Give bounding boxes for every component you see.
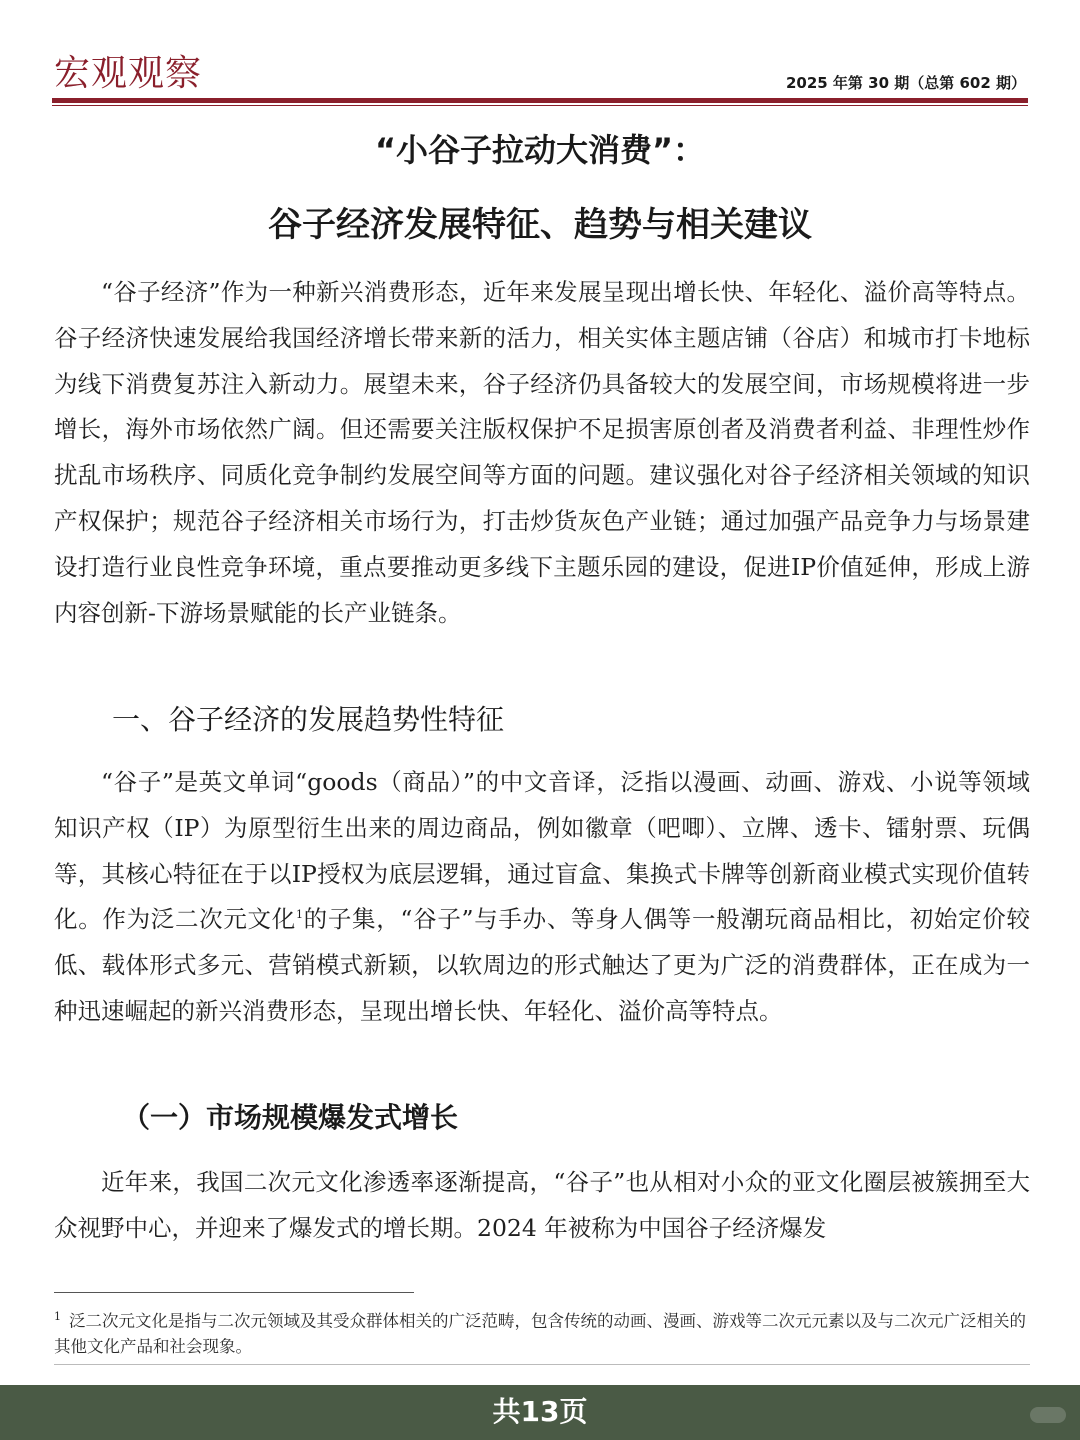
document-title: “小谷子拉动大消费”： [374, 131, 706, 169]
subsection-paragraph: 近年来，我国二次元文化渗透率逐渐提高，“谷子”也从相对小众的亚文化圈层被簇拥至大众视野中心，并迎来了爆发式的增长期。2024 年被称为中国谷子经济爆发 [54, 1168, 1030, 1242]
section-paragraph [54, 760, 1030, 1035]
bottom-banner [0, 1385, 1080, 1440]
paragraph-text-part: “谷子”是英文单词“goods（商品）”的中文音译，泛指以漫画、动画、游戏、小说等领域知识产权（IP）为原型衍生出来的周边商品，例如徽章（吧唧）、立牌、透卡、镭射票、玩偶等，其核心特征在于以IP授权为底层逻辑，通过盲盒、集换式卡牌等创新商业模式实现价值转化。作为泛二次元文化 [54, 768, 1030, 934]
subsection-heading: （一）市场规模爆发式增长 [122, 1101, 459, 1134]
page-count-label: 共13页 [492, 1395, 588, 1428]
publication-brand: 宏观观察 [54, 53, 203, 94]
footnote-mark: 1 [54, 1310, 61, 1323]
section-heading: 一、谷子经济的发展趋势性特征 [112, 703, 505, 736]
watermark-badge [1030, 1407, 1066, 1423]
header-divider [52, 98, 1028, 103]
abstract-paragraph: “谷子经济”作为一种新兴消费形态，近年来发展呈现出增长快、年轻化、溢价高等特点。谷子经济快速发展给我国经济增长带来新的活力，相关实体主题店铺（谷店）和城市打卡地标为线下消费复苏注入新动力。展望未来，谷子经济仍具备较大的发展空间，市场规模将进一步增长，海外市场依然广阔。但还需要关注版权保护不足损害原创者及消费者利益、非理性炒作扰乱市场秩序、同质化竞争制约发展空间等方面的问题。建议强化对谷子经济相关领域的知识产权保护；规范谷子经济相关市场行为，打击炒货灰色产业链；通过加强产品竞争力与场景建设打造行业良性竞争环境，重点要推动更多线下主题乐园的建设，促进IP价值延伸，形成上游内容创新-下游场景赋能的长产业链条。 [54, 278, 1030, 627]
footnote-divider [54, 1292, 414, 1293]
header-divider-thin [52, 105, 1028, 106]
paragraph-text-part: 的子集，“谷子”与手办、等身人偶等一般潮玩商品相比，初始定价较低、载体形式多元、营销模式新颖，以软周边的形式触达了更为广泛的消费群体，正在成为一种迅速崛起的新兴消费形态，呈现出增长快、年轻化、溢价高等特点。 [54, 905, 1031, 1025]
footnote [54, 1304, 1030, 1359]
issue-number: 2025 年第 30 期（总第 602 期） [785, 74, 1026, 92]
page-bottom-divider [54, 1364, 1030, 1365]
footnote-reference[interactable]: 1 [295, 908, 303, 922]
footnote-text: 泛二次元文化是指与二次元领域及其受众群体相关的广泛范畴，包含传统的动画、漫画、游戏等二次元元素以及与二次元广泛相关的其他文化产品和社会现象。 [54, 1311, 1026, 1356]
document-subtitle: 谷子经济发展特征、趋势与相关建议 [268, 205, 812, 245]
